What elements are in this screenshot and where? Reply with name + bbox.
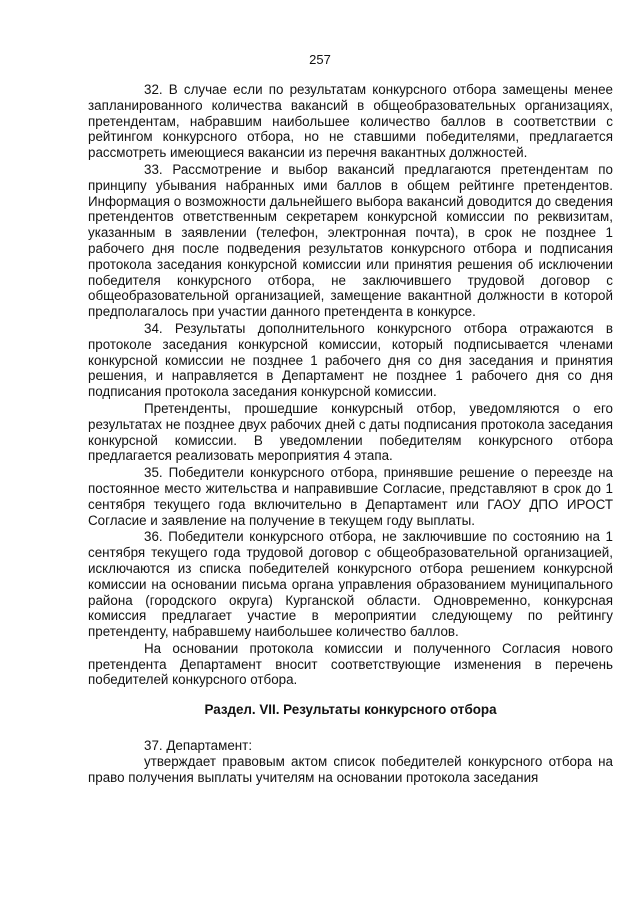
paragraph-32: 32. В случае если по результатам конкурсного отбора замещены менее запланированного количества вакансий в общеобразовательных организациях, претендентам, набравшим наибольшее количество баллов в соответствии с рейтингом конкурсного отбора, но не ставшими победителями, предлагается рассмотреть имеющиеся вакансии из перечня вакантных должностей.	[88, 82, 613, 161]
paragraph-34: 34. Результаты дополнительного конкурсного отбора отражаются в протоколе заседания конкурсной комиссии, который подписывается членами конкурсной комиссии не позднее 1 рабочего дня со дня заседания и принятия решения, и направляется в Департамент не позднее 1 рабочего дня со дня подписания протокола заседания конкурсной комиссии.	[88, 320, 613, 400]
paragraph-36-changes: На основании протокола комиссии и полученного Согласия нового претендента Департамент вносит соответствующие изменения в перечень победителей конкурсного отбора.	[88, 640, 613, 688]
paragraph-36: 36. Победители конкурсного отбора, не заключившие по состоянию на 1 сентября текущего года трудовой договор с общеобразовательной организацией, исключаются из списка победителей конкурсного отбора решением конкурсной комиссии на основании письма органа управления образованием муниципального района (городского округа) Курганской области. Одновременно, конкурсная комиссия предлагает участие в мероприятии следующему по рейтингу претенденту, набравшему наибольшее количество баллов.	[88, 529, 613, 640]
paragraph-34-notification: Претенденты, прошедшие конкурсный отбор, уведомляются о его результатах не позднее двух рабочих дней с даты подписания протокола заседания конкурсной комиссии. В уведомлении победителям конкурсного отбора предлагается реализовать мероприятия 4 этапа.	[88, 400, 613, 464]
page-body	[88, 82, 613, 786]
section-heading: Раздел. VII. Результаты конкурсного отбора	[204, 702, 497, 718]
paragraph-37: 37. Департамент:	[144, 738, 253, 754]
paragraph-33: 33. Рассмотрение и выбор вакансий предлагаются претендентам по принципу убывания набранных ими баллов в общем рейтинге претендентов. Информация о возможности дальнейшего выбора вакансий доводится до сведения претендентов ответственным секретарем конкурсной комиссии по реквизитам, указанным в заявлении (телефон, электронная почта), в срок не позднее 1 рабочего дня после подведения результатов конкурсного отбора и подписания протокола заседания конкурсной комиссии или принятия решения об исключении победителя конкурсного отбора, не заключившего трудовой договор с общеобразовательной организацией, замещение вакантной должности в которой предполагалось при участии данного претендента в конкурсе.	[88, 161, 613, 320]
page-number: 257	[309, 52, 331, 67]
paragraph-35: 35. Победители конкурсного отбора, принявшие решение о переезде на постоянное место жительства и направившие Согласие, представляют в срок до 1 сентября текущего года включительно в Департамент или ГАОУ ДПО ИРОСТ Согласие и заявление на получение в текущем году выплаты.	[88, 465, 613, 528]
paragraph-37-approval: утверждает правовым актом список победителей конкурсного отбора на право получения выплаты учителям на основании протокола заседания	[88, 754, 613, 785]
